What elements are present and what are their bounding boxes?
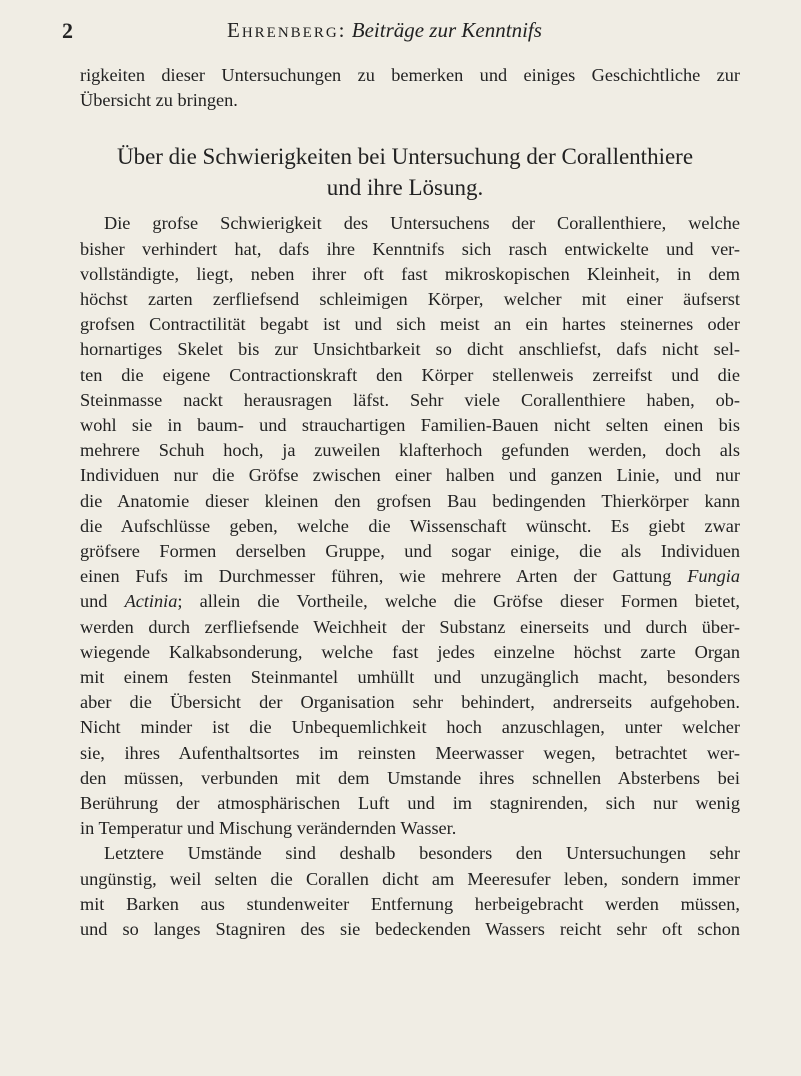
running-head-journal: Beiträge zur Kenntnifs [351, 18, 542, 42]
text-line: in Temperatur und Mischung verändernden Wasser. [80, 818, 457, 839]
taxon-actinia: Actinia [124, 591, 178, 612]
page-number: 2 [62, 18, 73, 43]
text-line: Nicht minder ist die Unbequemlichkeit hoch anzuschlagen, unter welcher [80, 717, 740, 738]
text-line: rigkeiten dieser Untersuchungen zu bemerken und einiges Geschichtliche zur [80, 65, 740, 85]
text-line-with-taxon [80, 589, 740, 614]
text-line: ungünstig, weil selten die Corallen dicht am Meeresufer leben, sondern immer [80, 868, 740, 889]
text-line: hornartiges Skelet bis zur Unsichtbarkeit so dicht anschliefst, dafs nicht sel- [80, 339, 740, 360]
running-head-author: Ehrenberg: [227, 18, 347, 42]
text-fragment: ; allein die Vortheile, welche die Gröfse dieser Formen bietet, [177, 591, 740, 612]
text-line: den müssen, verbunden mit dem Umstande ihres schnellen Absterbens bei [80, 767, 740, 788]
section-heading [70, 141, 740, 203]
text-fragment: und [80, 591, 108, 612]
text-line: die Aufschlüsse geben, welche die Wissenschaft wünscht. Es giebt zwar [80, 515, 740, 536]
text-line: gröfsere Formen derselben Gruppe, und sogar einige, die als Individuen [80, 541, 740, 562]
paragraph-corallenthiere [80, 211, 740, 942]
taxon-fungia: Fungia [687, 566, 740, 587]
page-content [80, 63, 740, 942]
section-heading-line-1: Über die Schwierigkeiten bei Untersuchung der Corallenthiere [116, 144, 694, 170]
intro-paragraph [80, 63, 740, 113]
text-line: Übersicht zu bringen. [80, 90, 238, 111]
text-line: wohl sie in baum- und strauchartigen Familien-Bauen nicht selten einen bis [80, 415, 740, 436]
text-line: vollständigte, liegt, neben ihrer oft fast mikroskopischen Kleinheit, in dem [80, 263, 740, 284]
text-line: aber die Übersicht der Organisation sehr behindert, andrerseits aufgehoben. [80, 692, 740, 713]
text-line: höchst zarten zerfliefsend schleimigen Körper, welcher mit einer äufserst [80, 289, 740, 310]
text-line: grofsen Contractilität begabt ist und sich meist an ein hartes steinernes oder [80, 314, 740, 335]
text-line: Steinmasse nackt herausragen läfst. Sehr viele Corallenthiere haben, ob- [80, 389, 740, 410]
text-line: wiegende Kalkabsonderung, welche fast jedes einzelne höchst zarte Organ [80, 641, 740, 662]
text-line: sie, ihres Aufenthaltsortes im reinsten Meerwasser wegen, betrachtet wer- [80, 742, 740, 763]
text-line: werden durch zerfliefsende Weichheit der Substanz einerseits und durch über- [80, 616, 740, 637]
text-line: ten die eigene Contractionskraft den Körper stellenweis zerreifst und die [80, 364, 740, 385]
text-line: Die grofse Schwierigkeit des Untersuchens der Corallenthiere, welche [104, 213, 740, 234]
running-title [227, 18, 542, 43]
text-line: Letztere Umstände sind deshalb besonders den Untersuchungen sehr [104, 843, 740, 864]
text-line: Individuen nur die Gröfse zwischen einer halben und ganzen Linie, und nur [80, 465, 740, 486]
text-line: Berührung der atmosphärischen Luft und im stagnirenden, sich nur wenig [80, 793, 740, 814]
section-heading-line-2: und ihre Lösung. [326, 175, 484, 201]
text-line: mehrere Schuh hoch, ja zuweilen klafterhoch gefunden werden, doch als [80, 440, 740, 461]
text-line: mit einem festen Steinmantel umhüllt und unzugänglich macht, besonders [80, 667, 740, 688]
running-header [62, 18, 742, 50]
text-fragment: einen Fufs im Durchmesser führen, wie mehrere Arten der Gattung [80, 566, 672, 587]
text-line-with-taxon [80, 564, 740, 589]
text-line: bisher verhindert hat, dafs ihre Kenntnifs sich rasch entwickelte und ver- [80, 238, 740, 259]
text-line: und so langes Stagniren des sie bedeckenden Wassers reicht sehr oft schon [80, 919, 740, 940]
text-line: mit Barken aus stundenweiter Entfernung herbeigebracht werden müssen, [80, 893, 740, 914]
text-line: die Anatomie dieser kleinen den grofsen Bau bedingenden Thierkörper kann [80, 490, 740, 511]
